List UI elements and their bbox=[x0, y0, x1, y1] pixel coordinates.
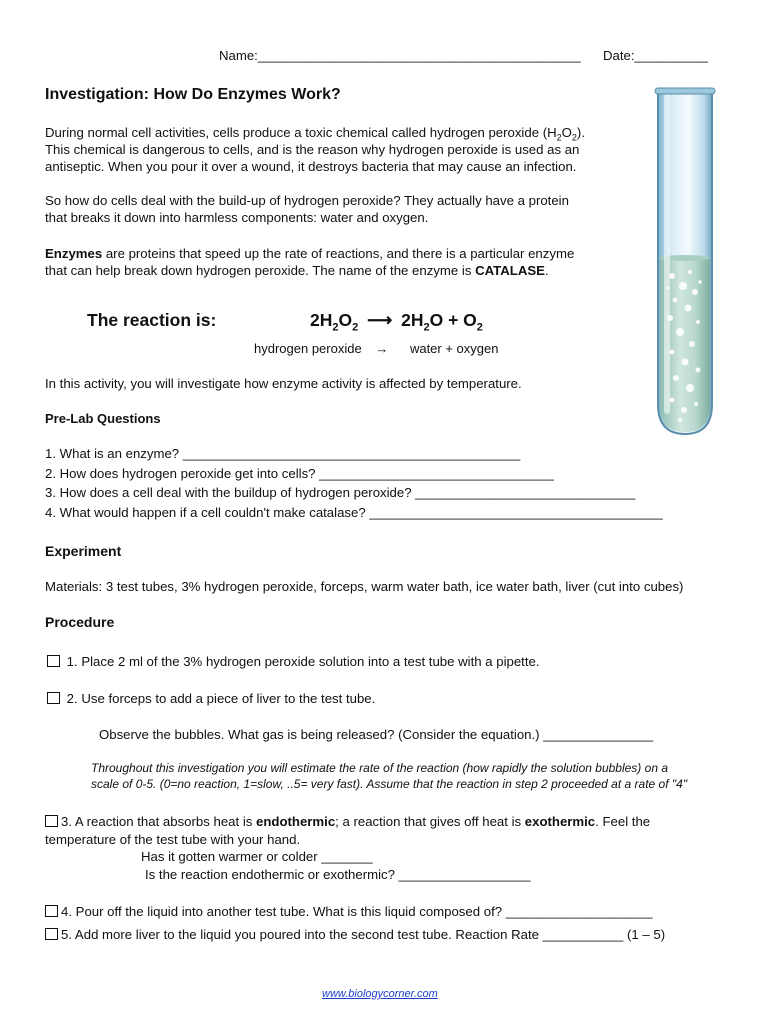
procedure-step-4 bbox=[45, 903, 652, 921]
subscript: 2 bbox=[332, 321, 339, 334]
activity-intro: In this activity, you will investigate how enzyme activity is affected by temperature. bbox=[45, 376, 522, 391]
enzymes-bold: Enzymes bbox=[45, 246, 103, 261]
equation-part: O bbox=[338, 310, 353, 330]
name-blank[interactable]: ____________________________________________ bbox=[257, 48, 581, 63]
procedure-heading: Procedure bbox=[45, 614, 115, 630]
date-label: Date: bbox=[603, 48, 635, 63]
name-label: Name: bbox=[219, 48, 258, 63]
catalase-bold: CATALASE bbox=[475, 263, 545, 278]
step-2-text: 2. Use forceps to add a piece of liver to the test tube. bbox=[63, 691, 376, 706]
intro-paragraph-3-line-2 bbox=[45, 262, 549, 280]
intro-text: that can help break down hydrogen peroxide. The name of the enzyme is bbox=[45, 263, 476, 278]
rate-instructions-line-2: scale of 0-5. (0=no reaction, 1=slow, ..5= very fast). Assume that the reaction in step 2 proceeded at a rate of "4" bbox=[91, 777, 688, 791]
step-3-text: . Feel the bbox=[595, 814, 651, 829]
date-field[interactable] bbox=[603, 47, 708, 65]
reaction-equation bbox=[310, 310, 483, 334]
footer-link[interactable]: www.biologycorner.com bbox=[322, 988, 438, 1000]
footer bbox=[322, 984, 438, 1002]
step-4-checkbox[interactable] bbox=[45, 905, 58, 917]
name-field[interactable] bbox=[219, 47, 581, 65]
step-3-question-2[interactable]: Is the reaction endothermic or exothermic? __________________ bbox=[145, 867, 531, 882]
reaction-arrow-icon: ⟶ bbox=[367, 310, 393, 330]
reaction-words bbox=[254, 341, 498, 356]
procedure-step-1 bbox=[47, 653, 540, 671]
step-5-text[interactable]: 5. Add more liver to the liquid you poured into the second test tube. Reaction Rate ___________ (1 – 5) bbox=[61, 927, 666, 942]
glass-highlight bbox=[664, 94, 670, 414]
prelab-heading: Pre-Lab Questions bbox=[45, 411, 161, 426]
equation-part: O + O bbox=[429, 310, 477, 330]
intro-text: . bbox=[544, 263, 549, 278]
intro-text: During normal cell activities, cells produce a toxic chemical called hydrogen peroxide (H bbox=[45, 125, 557, 140]
subscript: 2 bbox=[352, 321, 359, 334]
prelab-question-1[interactable]: 1. What is an enzyme? ______________________________________________ bbox=[45, 446, 521, 461]
step-3-text: 3. A reaction that absorbs heat is bbox=[61, 814, 257, 829]
date-blank[interactable]: __________ bbox=[634, 48, 708, 63]
procedure-step-3 bbox=[45, 813, 650, 831]
step-3-text: ; a reaction that gives off heat is bbox=[335, 814, 525, 829]
subscript: 2 bbox=[556, 132, 562, 143]
experiment-heading: Experiment bbox=[45, 543, 122, 559]
equation-part: 2H bbox=[310, 310, 333, 330]
intro-text: O bbox=[561, 125, 572, 140]
tube-rim bbox=[655, 88, 715, 94]
reaction-label: The reaction is: bbox=[87, 310, 217, 330]
materials-list: Materials: 3 test tubes, 3% hydrogen peroxide, forceps, warm water bath, ice water bath, liver (cut into cubes) bbox=[45, 579, 684, 594]
step-3-line-2: temperature of the test tube with your hand. bbox=[45, 832, 301, 847]
subscript: 2 bbox=[476, 321, 483, 334]
prelab-question-4[interactable]: 4. What would happen if a cell couldn't make catalase? ________________________________________ bbox=[45, 505, 663, 520]
observe-question[interactable]: Observe the bubbles. What gas is being released? (Consider the equation.) _______________ bbox=[99, 727, 654, 742]
procedure-step-5 bbox=[45, 926, 665, 944]
page-title: Investigation: How Do Enzymes Work? bbox=[45, 86, 341, 103]
step-3-question-1[interactable]: Has it gotten warmer or colder _______ bbox=[141, 849, 373, 864]
reaction-word-left: hydrogen peroxide bbox=[254, 341, 362, 356]
intro-text: ). bbox=[576, 125, 585, 140]
intro-text: are proteins that speed up the rate of reactions, and there is a particular enzyme bbox=[102, 246, 575, 261]
rate-instructions-line-1: Throughout this investigation you will estimate the rate of the reaction (how rapidly the solution bubbles) on a bbox=[91, 761, 668, 775]
intro-paragraph-3-line-1 bbox=[45, 245, 574, 263]
intro-paragraph-1-line-3: antiseptic. When you pour it over a wound, it destroys bacteria that may cause an infection. bbox=[45, 159, 577, 174]
exothermic-bold: exothermic bbox=[524, 814, 596, 829]
equation-part: 2H bbox=[401, 310, 424, 330]
step-1-text: 1. Place 2 ml of the 3% hydrogen peroxide solution into a test tube with a pipette. bbox=[63, 654, 540, 669]
prelab-question-2[interactable]: 2. How does hydrogen peroxide get into cells? ________________________________ bbox=[45, 466, 554, 481]
procedure-step-2 bbox=[47, 690, 375, 708]
step-4-text[interactable]: 4. Pour off the liquid into another test tube. What is this liquid composed of? ____________________ bbox=[61, 904, 653, 919]
step-5-checkbox[interactable] bbox=[45, 928, 58, 940]
reaction-word-right: water + oxygen bbox=[409, 341, 499, 356]
word-arrow-icon: → bbox=[375, 341, 389, 356]
step-3-checkbox[interactable] bbox=[45, 815, 58, 827]
prelab-question-3[interactable]: 3. How does a cell deal with the buildup of hydrogen peroxide? ______________________________ bbox=[45, 485, 636, 500]
step-1-checkbox[interactable] bbox=[47, 655, 60, 667]
intro-paragraph-2-line-2: that breaks it down into harmless components: water and oxygen. bbox=[45, 210, 429, 225]
step-2-checkbox[interactable] bbox=[47, 692, 60, 704]
endothermic-bold: endothermic bbox=[256, 814, 336, 829]
intro-paragraph-2-line-1: So how do cells deal with the build-up of hydrogen peroxide? They actually have a protein bbox=[45, 193, 569, 208]
subscript: 2 bbox=[571, 132, 577, 143]
subscript: 2 bbox=[423, 321, 430, 334]
test-tube-illustration bbox=[650, 86, 722, 438]
intro-paragraph-1-line-2: This chemical is dangerous to cells, and is the reason why hydrogen peroxide is used as an bbox=[45, 142, 580, 157]
